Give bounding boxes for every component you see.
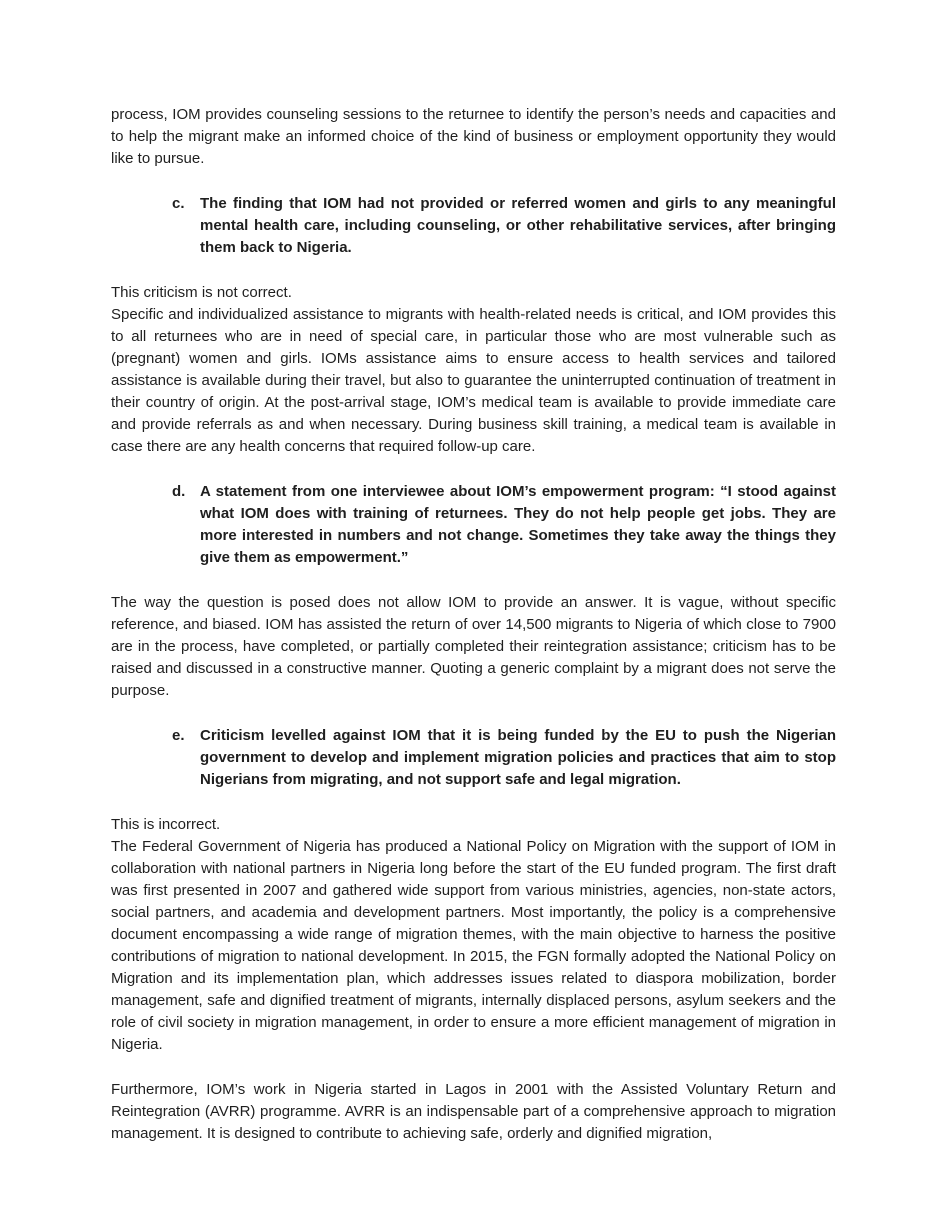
paragraph-furthermore-avrr: Furthermore, IOM’s work in Nigeria started in Lagos in 2001 with the Assisted Voluntary Return and Reintegration (AVRR) programme. AVRR is an indispensable part of a comprehensive approach to migration management. It is designed to contribute to achieving safe, orderly and dignified migration,	[111, 1081, 836, 1142]
list-marker-e: e.	[172, 727, 185, 744]
list-item-c	[111, 193, 836, 259]
paragraph-national-policy: The Federal Government of Nigeria has produced a National Policy on Migration with the support of IOM in collaboration with national partners in Nigeria long before the start of the EU funded program. The first draft was first presented in 2007 and gathered wide support from various ministries, agencies, non-state actors, social partners, and academia and development partners. Most importantly, the policy is a comprehensive document encompassing a wide range of migration themes, with the main objective to harness the positive contributions of migration to national development. In 2015, the FGN formally adopted the National Policy on Migration and its implementation plan, which addresses issues related to diaspora mobilization, border management, safe and dignified treatment of migrants, internally displaced persons, asylum seekers and the role of civil society in migration management, in order to ensure a more efficient management of migration in Nigeria.	[111, 838, 836, 1053]
paragraph-criticism-not-correct: This criticism is not correct.	[111, 284, 292, 301]
list-item-e	[111, 725, 836, 791]
list-item-d-text: A statement from one interviewee about IOM’s empowerment program: “I stood against what IOM does with training of returnees. They do not help people get jobs. They are more interested in numbers and not change. Sometimes they take away the things they give them as empowerment.”	[200, 483, 836, 566]
list-marker-d: d.	[172, 483, 186, 500]
document-text-block	[111, 104, 836, 1168]
list-item-c-text: The finding that IOM had not provided or referred women and girls to any meaningful mental health care, including counseling, or other rehabilitative services, after bringing them back to Nigeria.	[200, 195, 836, 256]
list-marker-c: c.	[172, 195, 185, 212]
list-item-d	[111, 481, 836, 569]
paragraph-question-posed: The way the question is posed does not allow IOM to provide an answer. It is vague, without specific reference, and biased. IOM has assisted the return of over 14,500 migrants to Nigeria of which close to 7900 are in the process, have completed, or partially completed their reintegration assistance; criticism has to be raised and discussed in a constructive manner. Quoting a generic complaint by a migrant does not serve the purpose.	[111, 594, 836, 699]
paragraph-counseling-sessions: process, IOM provides counseling sessions to the returnee to identify the person’s needs and capacities and to help the migrant make an informed choice of the kind of business or employment opportunity they would like to pursue.	[111, 106, 836, 167]
paragraph-individualized-assistance: Specific and individualized assistance to migrants with health-related needs is critical, and IOM provides this to all returnees who are in need of special care, in particular those who are most vulnerable such as (pregnant) women and girls. IOMs assistance aims to ensure access to health services and tailored assistance is available during their travel, but also to guarantee the uninterrupted continuation of treatment in their country of origin. At the post-arrival stage, IOM’s medical team is available to provide immediate care and provide referrals as and when necessary. During business skill training, a medical team is available in case there are any health concerns that required follow-up care.	[111, 306, 836, 455]
list-item-e-text: Criticism levelled against IOM that it is being funded by the EU to push the Nigerian government to develop and implement migration policies and practices that aim to stop Nigerians from migrating, and not support safe and legal migration.	[200, 727, 836, 788]
paragraph-this-is-incorrect: This is incorrect.	[111, 816, 221, 833]
